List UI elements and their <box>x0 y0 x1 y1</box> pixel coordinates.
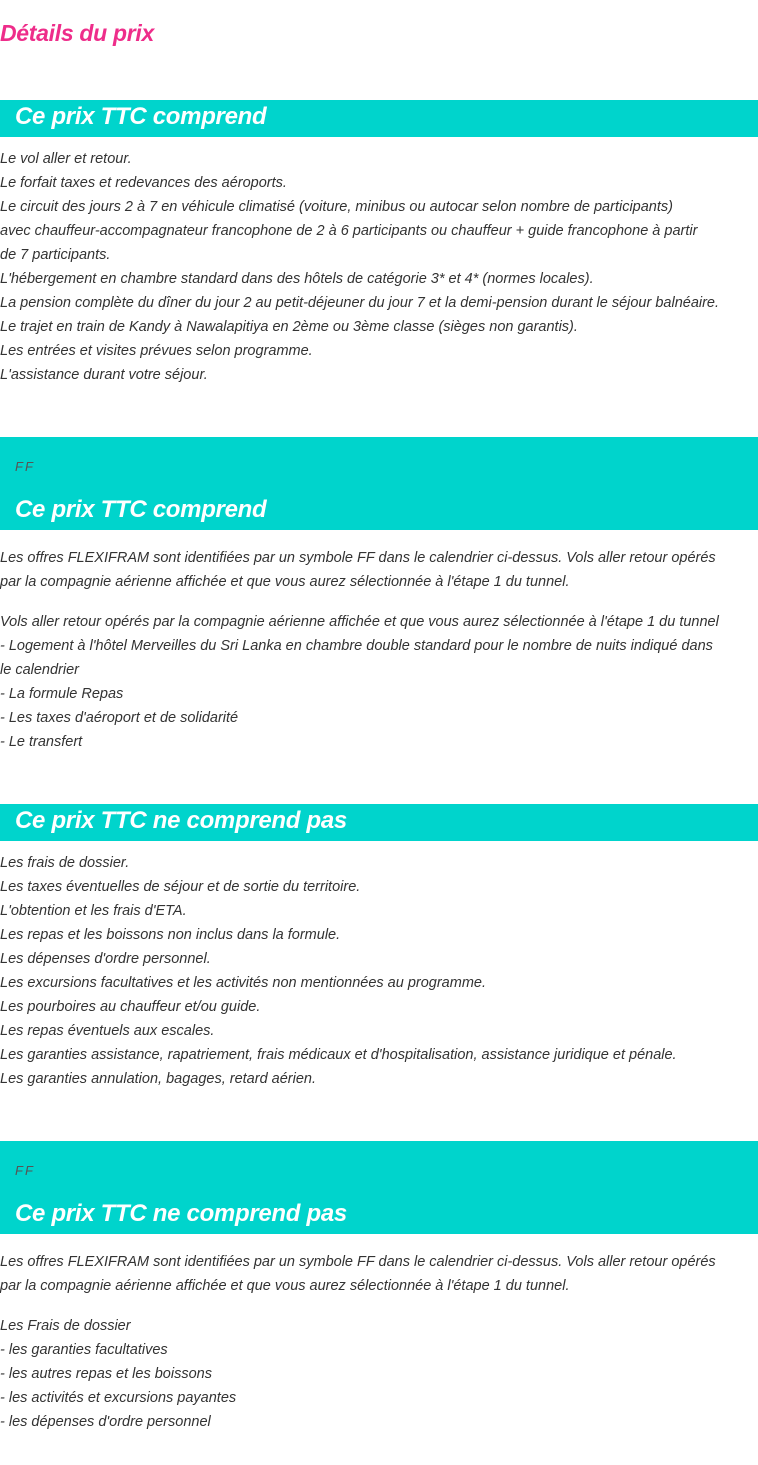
flexifram-intro: Les offres FLEXIFRAM sont identifiées par un symbole FF dans le calendrier ci-dessus. Vols aller retour opérés par la compagnie aérienne affichée et que vous aurez sélectionnée à l'étape 1 du tunnel. <box>0 550 716 590</box>
section-header-excludes <box>0 804 758 841</box>
section-header-includes <box>0 100 758 137</box>
excludes-list <box>0 851 758 1091</box>
page-title: Détails du prix <box>0 20 154 46</box>
list-item: Le forfait taxes et redevances des aéroports. <box>0 175 287 191</box>
list-item: Les excursions facultatives et les activités non mentionnées au programme. <box>0 975 486 991</box>
includes-list <box>0 147 758 387</box>
list-item: - les activités et excursions payantes <box>0 1390 237 1406</box>
list-item: Les Frais de dossier <box>0 1318 131 1334</box>
list-item: Les garanties annulation, bagages, retard aérien. <box>0 1071 316 1087</box>
section-heading: Ce prix TTC comprend <box>15 103 267 130</box>
list-item: Les garanties assistance, rapatriement, frais médicaux et d'hospitalisation, assistance juridique et pénale. <box>0 1047 677 1063</box>
list-item: - Le transfert <box>0 734 83 750</box>
list-item: - La formule Repas <box>0 686 124 702</box>
list-item: La pension complète du dîner du jour 2 au petit-déjeuner du jour 7 et la demi-pension durant le séjour balnéaire. <box>0 295 720 311</box>
list-item: Les repas éventuels aux escales. <box>0 1023 215 1039</box>
list-item: - Les taxes d'aéroport et de solidarité <box>0 710 239 726</box>
flexifram-excludes-list <box>0 1314 758 1434</box>
list-item: Le circuit des jours 2 à 7 en véhicule climatisé (voiture, minibus ou autocar selon nombre de participants) avec chauffeur-accompagnateur francophone de 2 à 6 participants ou chauffeur + guide francophone à partir de 7 participants. <box>0 199 698 263</box>
list-item: Les frais de dossier. <box>0 855 130 871</box>
list-item: Vols aller retour opérés par la compagnie aérienne affichée et que vous aurez sélectionnée à l'étape 1 du tunnel <box>0 614 719 630</box>
list-item: - Logement à l'hôtel Merveilles du Sri Lanka en chambre double standard pour le nombre de nuits indiqué dans le calendrier <box>0 638 713 678</box>
section-header-flexifram-excludes <box>0 1141 758 1234</box>
list-item: - les autres repas et les boissons <box>0 1366 212 1382</box>
section-header-flexifram-includes <box>0 437 758 530</box>
ff-tag: FF <box>15 1163 35 1178</box>
list-item: Le trajet en train de Kandy à Nawalapitiya en 2ème ou 3ème classe (sièges non garantis). <box>0 319 578 335</box>
flexifram-intro: Les offres FLEXIFRAM sont identifiées par un symbole FF dans le calendrier ci-dessus. Vols aller retour opérés par la compagnie aérienne affichée et que vous aurez sélectionnée à l'étape 1 du tunnel. <box>0 1254 716 1294</box>
ff-tag: FF <box>15 459 35 474</box>
list-item: Les repas et les boissons non inclus dans la formule. <box>0 927 341 943</box>
list-item: - les dépenses d'ordre personnel <box>0 1414 211 1430</box>
flexifram-includes-list <box>0 610 758 754</box>
list-item: Les dépenses d'ordre personnel. <box>0 951 211 967</box>
list-item: L'hébergement en chambre standard dans des hôtels de catégorie 3* et 4* (normes locales). <box>0 271 594 287</box>
list-item: - les garanties facultatives <box>0 1342 168 1358</box>
list-item: Les entrées et visites prévues selon programme. <box>0 343 313 359</box>
list-item: Les taxes éventuelles de séjour et de sortie du territoire. <box>0 879 361 895</box>
list-item: L'obtention et les frais d'ETA. <box>0 903 187 919</box>
list-item: L'assistance durant votre séjour. <box>0 367 208 383</box>
list-item: Le vol aller et retour. <box>0 151 132 167</box>
list-item: Les pourboires au chauffeur et/ou guide. <box>0 999 261 1015</box>
section-heading: Ce prix TTC ne comprend pas <box>15 1200 347 1227</box>
section-heading: Ce prix TTC comprend <box>15 496 267 523</box>
section-heading: Ce prix TTC ne comprend pas <box>15 807 347 834</box>
